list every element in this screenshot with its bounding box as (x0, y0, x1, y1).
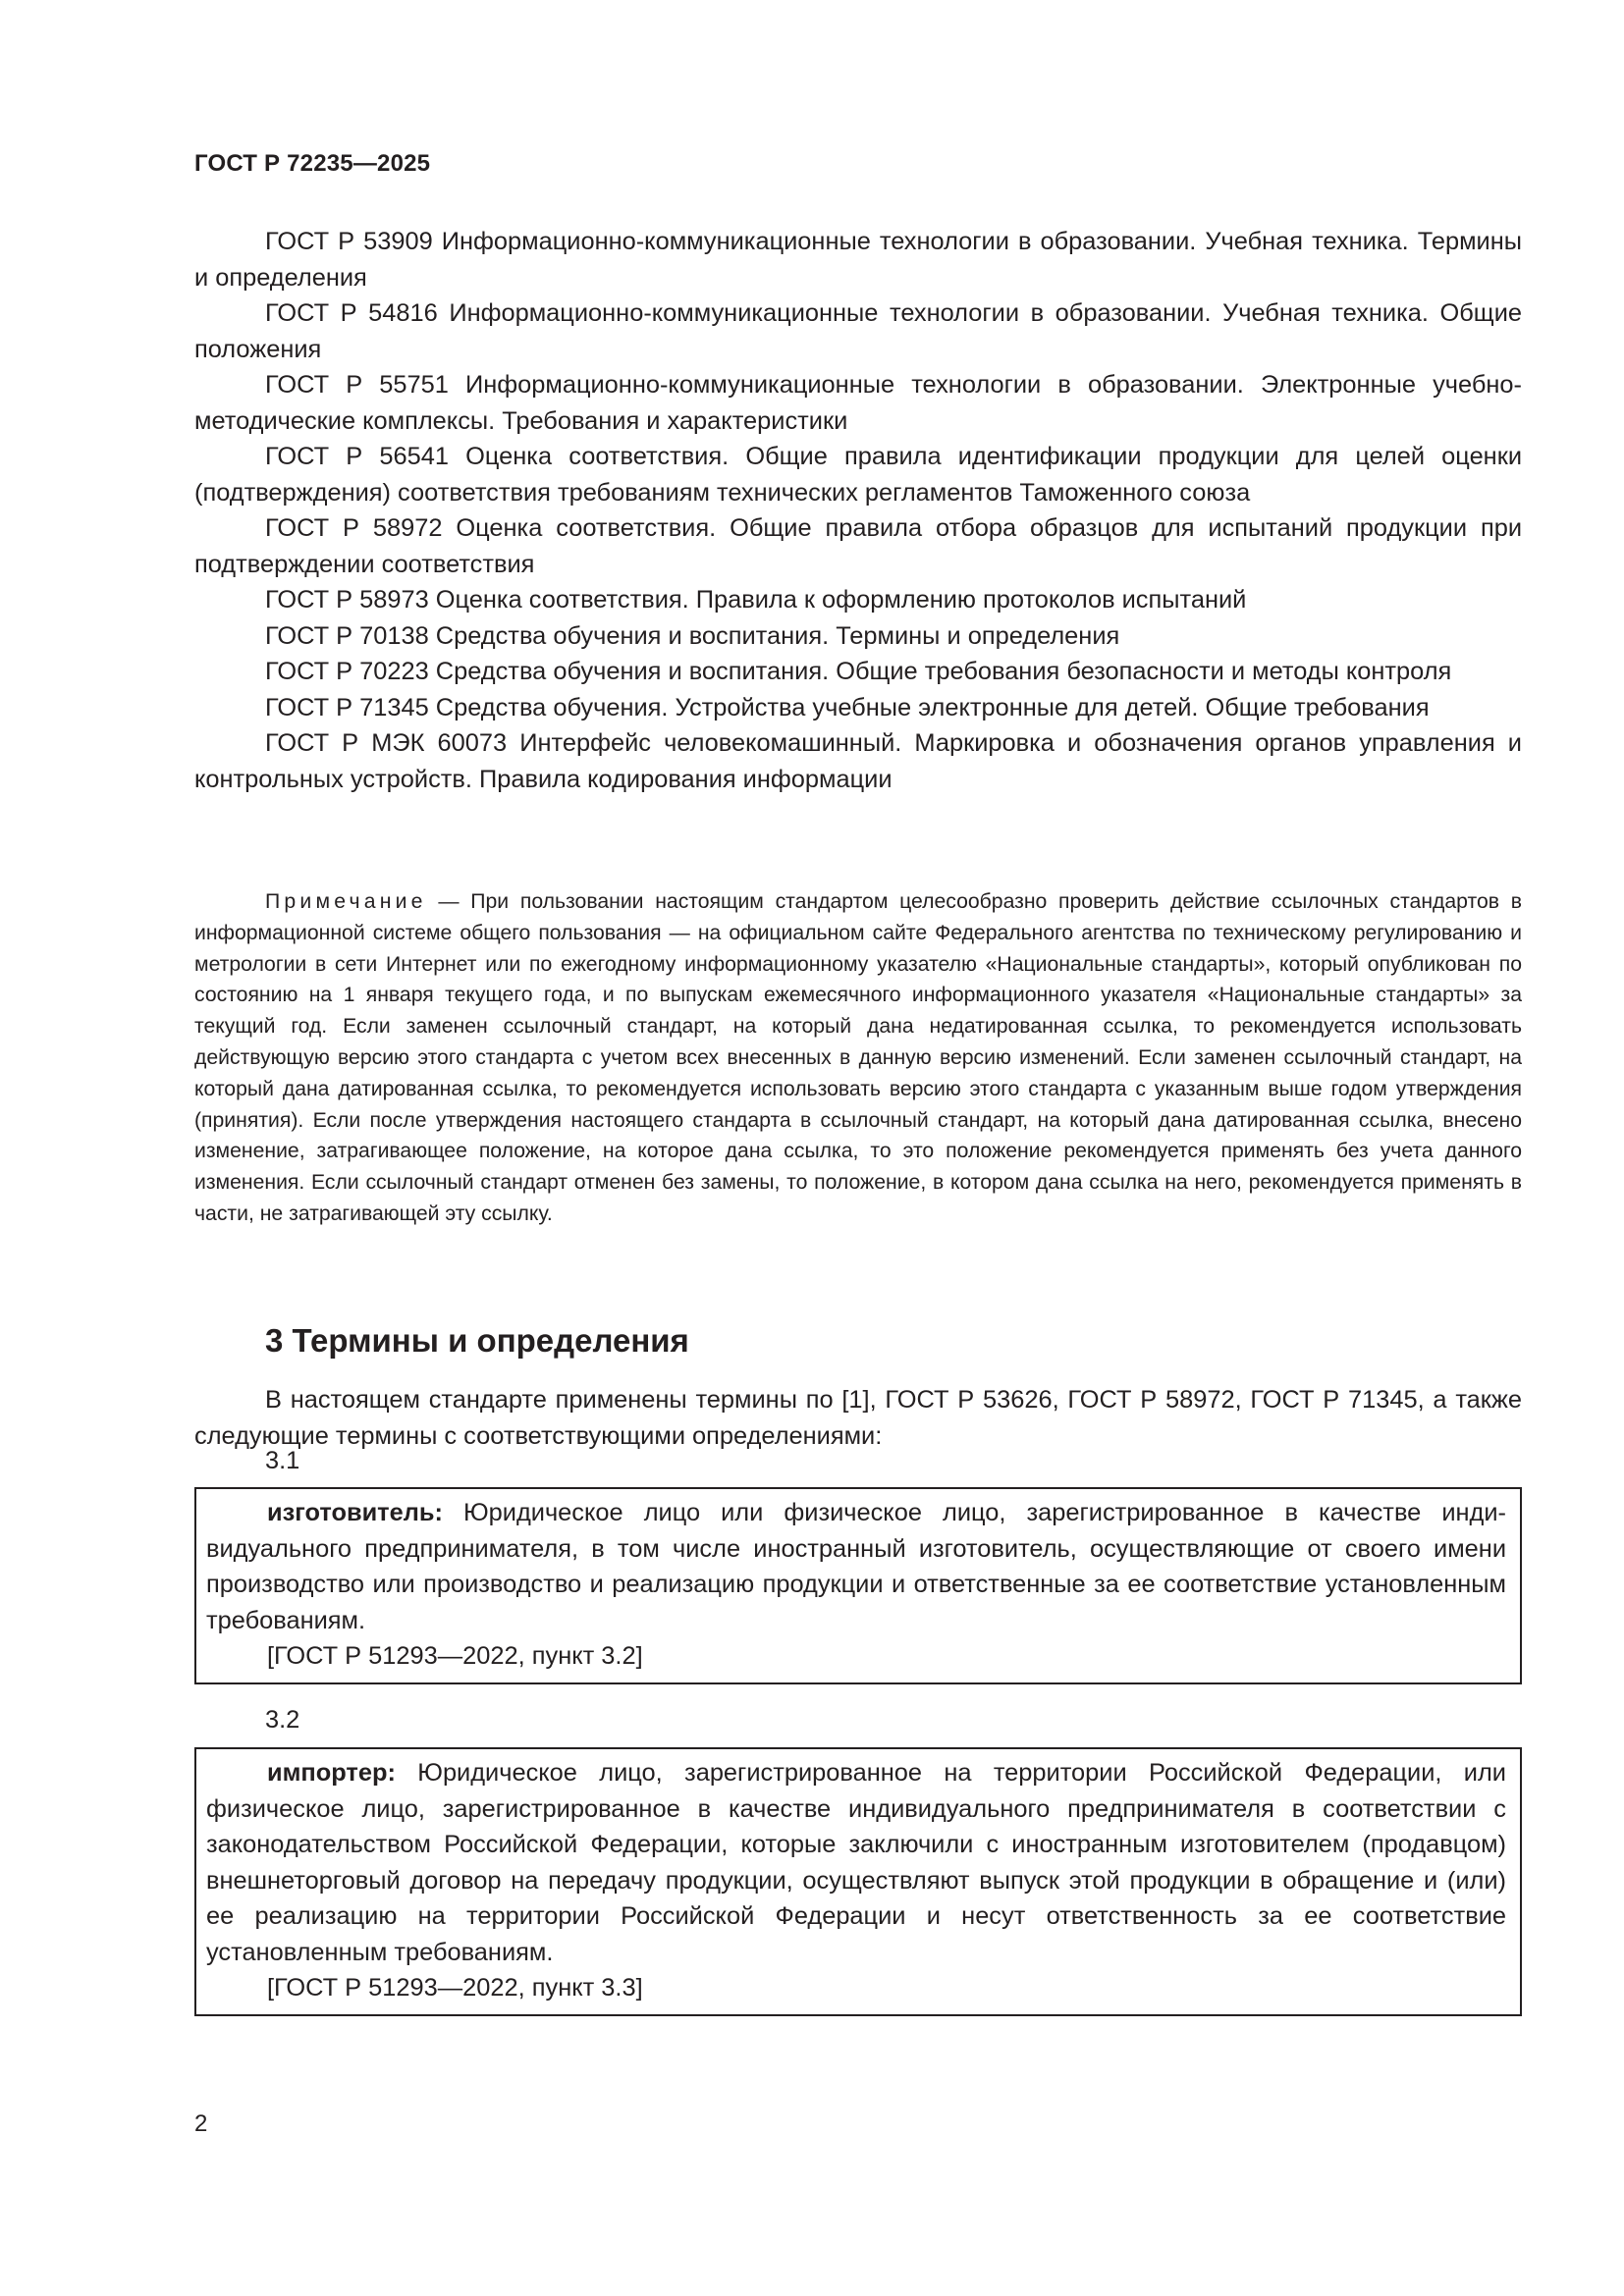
term-definition: Юридическое лицо или физическое лицо, зарегистрированное в качестве индивидуального предпринимателя, в том числе иностранный изготовитель, осуществляющие от своего имени производство или производство и реализацию продукции и ответственные за ее соответствие установленным требованиям. (206, 1499, 1506, 1634)
intro-text: В настоящем стандарте применены термины по [1], ГОСТ Р 53626, ГОСТ Р 58972, ГОСТ Р 71345, а также следующие термины с соответствующими определениями: (194, 1386, 1522, 1450)
section-intro (194, 1382, 1522, 1454)
reference-item: ГОСТ Р 71345 Средства обучения. Устройства учебные электронные для детей. Общие требования (265, 693, 1430, 721)
term-name: изготовитель: (267, 1499, 443, 1526)
reference-item: ГОСТ Р 70138 Средства обучения и воспитания. Термины и определения (265, 621, 1120, 650)
page-number: 2 (194, 2110, 208, 2137)
term-name: импортер: (267, 1759, 396, 1787)
document-header: ГОСТ Р 72235—2025 (194, 150, 431, 177)
term-number: 3.2 (265, 1706, 300, 1734)
reference-item: ГОСТ Р 53909 Информационно-коммуникационные технологии в образовании. Учебная техника. Термины и определения (194, 228, 1522, 292)
term-box (194, 1487, 1522, 1684)
reference-item: ГОСТ Р 58973 Оценка соответствия. Правила к оформлению протоколов испытаний (265, 586, 1247, 614)
term-box (194, 1747, 1522, 2016)
reference-item: ГОСТ Р 54816 Информационно-коммуникационные технологии в образовании. Учебная техника. Общие положения (194, 299, 1522, 363)
term-source: [ГОСТ Р 51293—2022, пункт 3.3] (267, 1974, 643, 2002)
reference-item: ГОСТ Р 70223 Средства обучения и воспитания. Общие требования безопасности и методы контроля (265, 658, 1452, 685)
term-definition: Юридическое лицо, зарегистрированное на территории Российской Федерации, или физическое лицо, зарегистрированное в качестве индивидуального предпринимателя в соответствии с законодательством Российской Федерации, которые заключили с иностранным изготовителем (продавцом) внешнеторговый договор на передачу продукции, осуществляют выпуск этой продукции в обращение и (или) ее реализацию на территории Российской Федерации и несут ответственность за ее соответствие установленным требованиям. (206, 1759, 1506, 1966)
section-title: 3 Термины и определения (265, 1322, 689, 1359)
term-source: [ГОСТ Р 51293—2022, пункт 3.2] (267, 1642, 643, 1670)
reference-item: ГОСТ Р 56541 Оценка соответствия. Общие правила идентификации продукции для целей оценки (подтверждения) соответствия требованиям технических регламентов Таможенного союза (194, 443, 1522, 507)
note-label: Примечание (265, 890, 427, 913)
note-text: — При пользовании настоящим стандартом целесообразно проверить действие ссылочных стандартов в информационной системе общего пользования — на официальном сайте Федерального агентства по техническому регулированию и метрологии в сети Интернет или по ежегодному информационному указателю «Национальные стандарты», который опубликован по состоянию на 1 января текущего года, и по выпускам ежемесячного информационного указателя «Национальные стандарты» за текущий год. Если заменен ссылочный стандарт, на который дана недатированная ссылка, то рекомендуется использовать действующую версию этого стандарта с учетом всех внесенных в данную версию изменений. Если заменен ссылочный стандарт, на который дана датированная ссылка, то рекомендуется использовать версию этого стандарта с указанным выше годом утверждения (принятия). Если после утверждения настоящего стандарта в ссылочный стандарт, на который дана датированная ссылка, внесено изменение, затрагивающее положение, на которое дана ссылка, то это положение рекомендуется применять без учета данного изменения. Если ссылочный стандарт отменен без замены, то положение, в котором дана ссылка на него, рекомендуется применять в части, не затрагивающей эту ссылку. (194, 890, 1522, 1225)
term-number: 3.1 (265, 1447, 300, 1474)
references-list (194, 224, 1522, 797)
reference-item: ГОСТ Р 55751 Информационно-коммуникационные технологии в образовании. Электронные учебно-методические комплексы. Требования и характеристики (194, 371, 1522, 435)
reference-item: ГОСТ Р 58972 Оценка соответствия. Общие правила отбора образцов для испытаний продукции при подтверждении соответствия (194, 514, 1522, 578)
note-block (194, 886, 1522, 1230)
reference-item: ГОСТ Р МЭК 60073 Интерфейс человекомашинный. Маркировка и обозначения органов управления и контрольных устройств. Правила кодирования информации (194, 729, 1522, 793)
